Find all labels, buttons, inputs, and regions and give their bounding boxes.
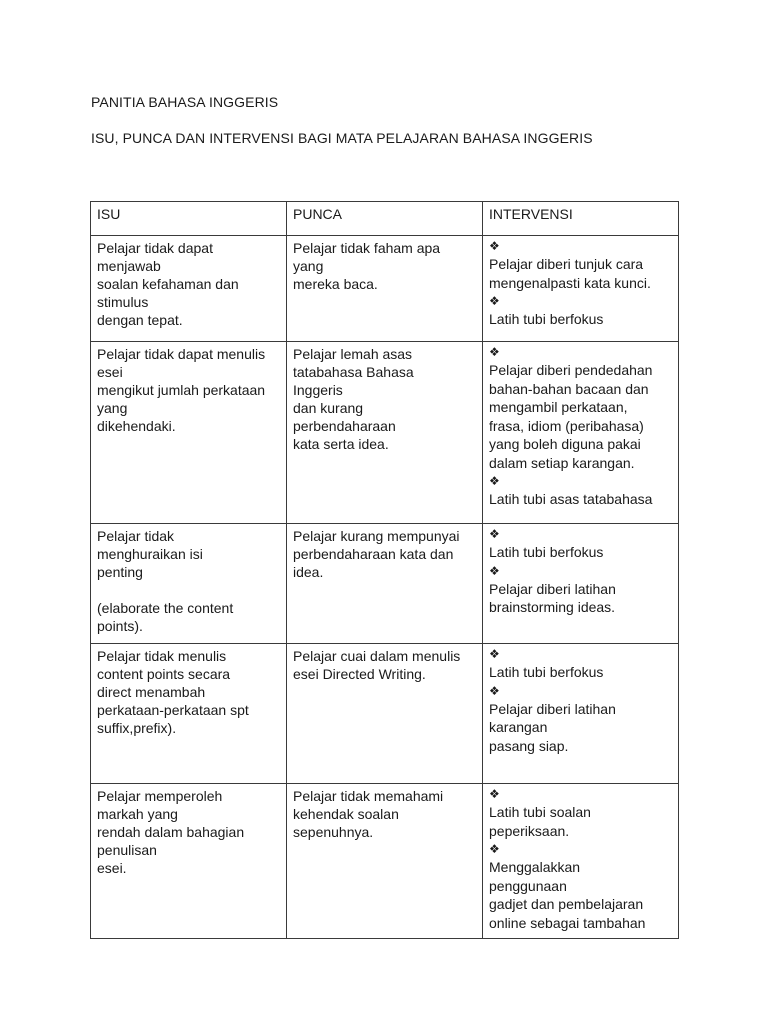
intervensi-text-line: peperiksaan. xyxy=(489,822,570,839)
intervensi-text-line: dalam setiap karangan. xyxy=(489,454,635,471)
document-subtitle: ISU, PUNCA DAN INTERVENSI BAGI MATA PELAJARAN BAHASA INGGERIS xyxy=(91,130,593,146)
table-row xyxy=(91,784,679,939)
intervensi-text-line: online sebagai tambahan xyxy=(489,914,646,931)
diamond-bullet-icon: ❖ xyxy=(489,345,500,359)
intervensi-text-line: mengambil perkataan, xyxy=(489,399,628,415)
punca-text-line: Pelajar tidak memahami xyxy=(293,788,444,804)
intervensi-text-line: Latih tubi soalan xyxy=(489,804,591,820)
punca-text-line: tatabahasa Bahasa xyxy=(293,364,414,380)
intervensi-text-line: gadjet dan pembelajaran xyxy=(489,896,644,912)
diamond-bullet-icon: ❖ xyxy=(489,474,500,488)
isu-text-line: direct menambah xyxy=(97,684,206,700)
intervensi-cell xyxy=(483,236,679,342)
isu-text-line: markah yang xyxy=(97,806,178,822)
punca-text-line: Pelajar lemah asas xyxy=(293,346,413,362)
issues-table xyxy=(90,201,679,939)
punca-text-line: yang xyxy=(293,258,324,274)
isu-text-line: menghuraikan isi xyxy=(97,546,203,562)
punca-text-line: esei Directed Writing. xyxy=(293,666,426,682)
isu-text-line: Pelajar tidak dapat menulis xyxy=(97,346,266,362)
punca-text-line: idea. xyxy=(293,564,324,580)
intervensi-text-line: karangan xyxy=(489,719,548,735)
punca-text-line: perbendaharaan xyxy=(293,418,396,434)
isu-text-line: dikehendaki. xyxy=(97,418,176,434)
isu-cell xyxy=(91,524,287,644)
isu-text-line: esei xyxy=(97,364,123,380)
diamond-bullet-icon: ❖ xyxy=(489,842,500,856)
isu-text-line xyxy=(97,581,280,599)
table-row xyxy=(91,342,679,524)
isu-text-line: mengikut jumlah perkataan xyxy=(97,382,266,398)
isu-text-line: Pelajar memperoleh xyxy=(97,788,223,804)
intervensi-text-line: Latih tubi berfokus xyxy=(489,664,604,680)
isu-text-line: dengan tepat. xyxy=(97,312,183,328)
intervensi-text-line: brainstorming ideas. xyxy=(489,599,616,615)
isu-text-line: esei. xyxy=(97,860,127,876)
isu-text-line: stimulus xyxy=(97,294,149,310)
document-title: PANITIA BAHASA INGGERIS xyxy=(91,94,279,110)
punca-text-line: kata serta idea. xyxy=(293,436,389,452)
intervensi-text-line: Latih tubi berfokus xyxy=(489,544,604,560)
diamond-bullet-icon: ❖ xyxy=(489,239,500,253)
punca-text-line: kehendak soalan xyxy=(293,806,399,822)
intervensi-cell xyxy=(483,784,679,939)
intervensi-cell xyxy=(483,342,679,524)
diamond-bullet-icon: ❖ xyxy=(489,294,500,308)
intervensi-text-line: Pelajar diberi tunjuk cara xyxy=(489,256,644,272)
isu-text-line: Pelajar tidak xyxy=(97,528,175,544)
isu-text-line: content points secara xyxy=(97,666,231,682)
table-row xyxy=(91,644,679,784)
intervensi-text-line: yang boleh diguna pakai xyxy=(489,436,641,452)
isu-text-line: rendah dalam bahagian xyxy=(97,824,245,840)
isu-text-line: (elaborate the content xyxy=(97,600,234,616)
header-intervensi: INTERVENSI xyxy=(483,202,679,236)
punca-text-line: Pelajar kurang mempunyai xyxy=(293,528,460,544)
diamond-bullet-icon: ❖ xyxy=(489,647,500,661)
intervensi-cell xyxy=(483,644,679,784)
intervensi-text-line: Pelajar diberi pendedahan xyxy=(489,362,653,378)
punca-text-line: Inggeris xyxy=(293,382,343,398)
table-row xyxy=(91,524,679,644)
isu-text-line: Pelajar tidak dapat xyxy=(97,240,213,256)
intervensi-cell xyxy=(483,524,679,644)
intervensi-text-line: frasa, idiom (peribahasa) xyxy=(489,417,644,434)
intervensi-text-line: pasang siap. xyxy=(489,737,569,754)
table-header-row xyxy=(91,202,679,236)
punca-cell xyxy=(287,342,483,524)
punca-cell xyxy=(287,784,483,939)
header-isu: ISU xyxy=(91,202,287,236)
diamond-bullet-icon: ❖ xyxy=(489,787,500,801)
intervensi-text-line: Pelajar diberi latihan xyxy=(489,700,616,717)
intervensi-text-line: penggunaan xyxy=(489,877,567,894)
intervensi-text-line: Pelajar diberi latihan xyxy=(489,580,616,597)
isu-text-line: penulisan xyxy=(97,842,157,858)
punca-text-line: mereka baca. xyxy=(293,276,378,292)
isu-text-line: menjawab xyxy=(97,258,161,274)
intervensi-text-line: Latih tubi berfokus xyxy=(489,311,604,327)
punca-text-line: sepenuhnya. xyxy=(293,824,374,840)
table-row xyxy=(91,236,679,342)
diamond-bullet-icon: ❖ xyxy=(489,683,500,698)
punca-text-line: dan kurang xyxy=(293,400,364,416)
isu-text-line: penting xyxy=(97,564,143,580)
punca-cell xyxy=(287,644,483,784)
isu-cell xyxy=(91,236,287,342)
punca-text-line: Pelajar tidak faham apa xyxy=(293,240,441,256)
isu-cell xyxy=(91,342,287,524)
punca-cell xyxy=(287,236,483,342)
isu-text-line: points). xyxy=(97,618,143,634)
isu-cell xyxy=(91,644,287,784)
diamond-bullet-icon: ❖ xyxy=(489,563,500,578)
diamond-bullet-icon: ❖ xyxy=(489,527,500,541)
isu-text-line: suffix,prefix). xyxy=(97,720,177,736)
punca-text-line: Pelajar cuai dalam menulis xyxy=(293,648,461,664)
intervensi-text-line: Latih tubi asas tatabahasa xyxy=(489,491,653,507)
intervensi-text-line: bahan-bahan bacaan dan xyxy=(489,380,649,397)
isu-text-line: soalan kefahaman dan xyxy=(97,276,239,292)
header-punca: PUNCA xyxy=(287,202,483,236)
intervensi-text-line: mengenalpasti kata kunci. xyxy=(489,274,651,291)
isu-text-line: Pelajar tidak menulis xyxy=(97,648,227,664)
isu-text-line: yang xyxy=(97,400,128,416)
punca-cell xyxy=(287,524,483,644)
intervensi-text-line: Menggalakkan xyxy=(489,859,581,875)
isu-text-line: perkataan-perkataan spt xyxy=(97,702,249,718)
isu-cell xyxy=(91,784,287,939)
punca-text-line: perbendaharaan kata dan xyxy=(293,546,454,562)
